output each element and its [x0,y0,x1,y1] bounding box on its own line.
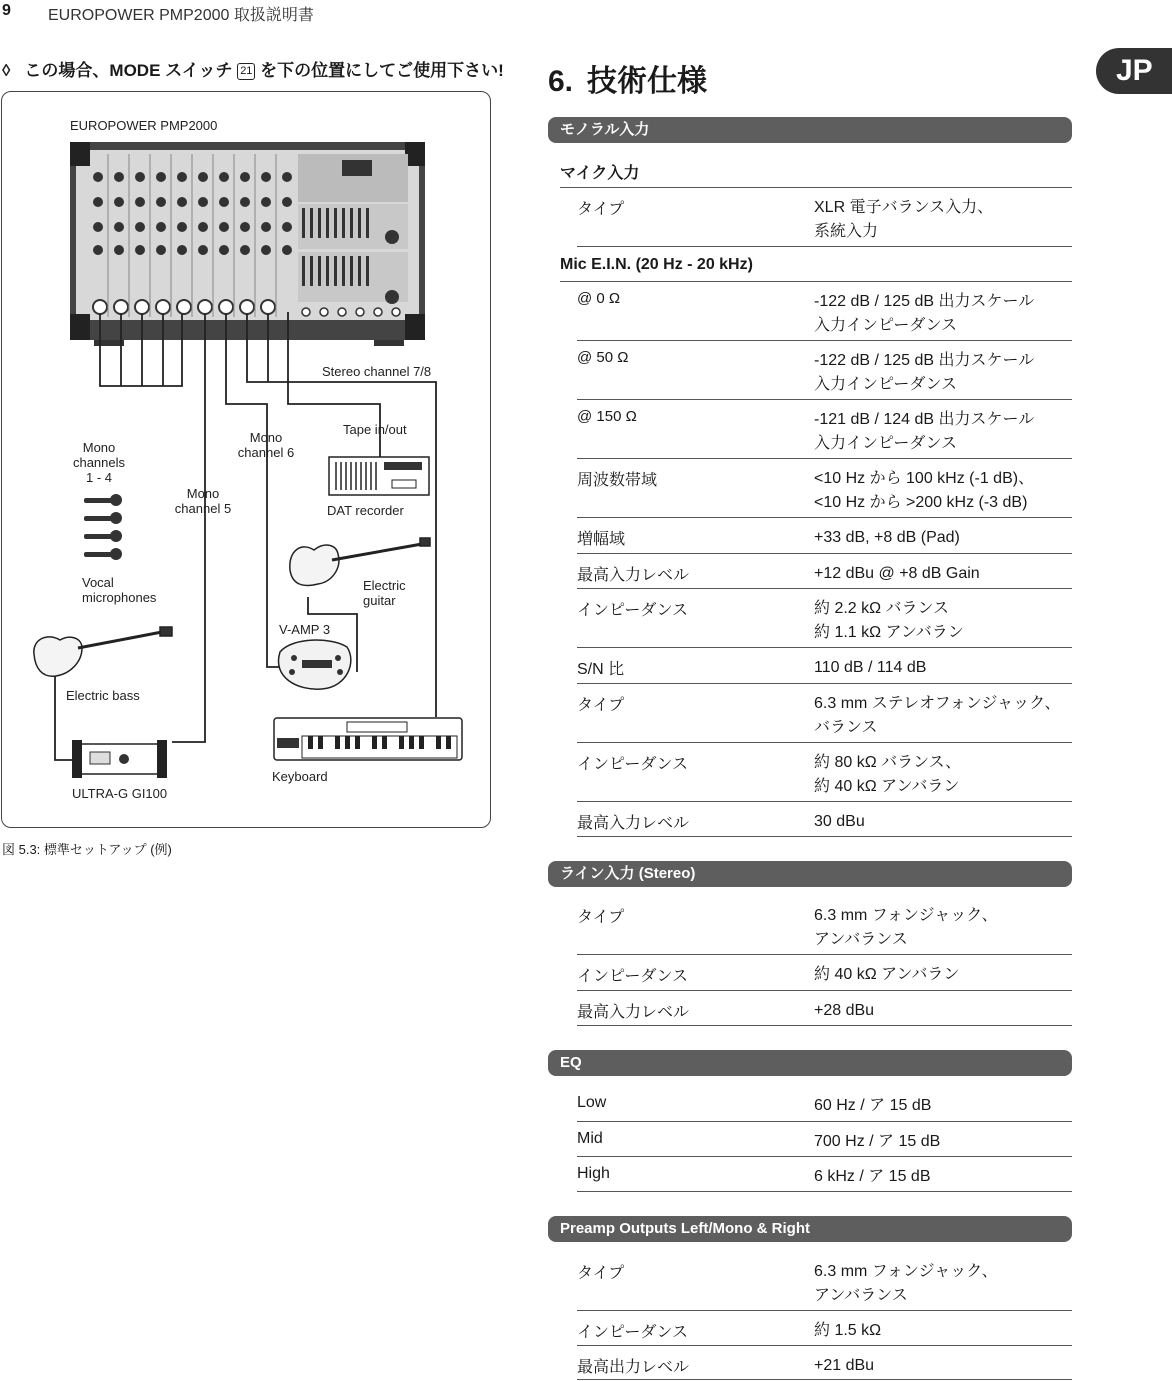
spec-value [814,1260,998,1308]
spec-row [577,341,1072,400]
spec-row [577,684,1072,743]
page-number: 9 [2,2,11,19]
spec-row [577,896,1072,955]
spec-key: 最高入力レベル [577,567,690,584]
spec-value [814,290,1034,338]
mono-input-bar: モノラル入力 [548,117,1072,143]
note-text-after: を下の位置にしてご使用下さい! [260,61,504,80]
value-line: -122 dB / 125 dB 出力スケール [814,352,1035,369]
spec-key: Low [577,1094,607,1111]
ultra-g-label: ULTRA-G GI100 [72,786,168,801]
section-number: 6. [548,65,574,98]
value-line: バランス [814,719,878,736]
value-line: 6.3 mm フォンジャック、 [814,907,998,924]
preamp-outputs-bar: Preamp Outputs Left/Mono & Right [548,1216,1072,1242]
spec-row [577,991,1072,1026]
electric-bass-label: Electric bass [66,688,140,703]
label-line: guitar [363,593,396,608]
keyboard-illustration [274,718,462,760]
spec-row [577,400,1072,459]
spec-key: インピーダンス [577,602,689,619]
spec-value: +28 dBu [814,1002,875,1019]
dat-recorder-label: DAT recorder [327,503,404,518]
keyboard-label: Keyboard [272,769,328,784]
label-line: Mono [82,440,116,455]
value-line: 入力インピーダンス [814,317,958,334]
vocal-microphones-label [82,575,156,605]
value-line: 約 40 kΩ アンバラン [814,778,960,795]
spec-row [577,1252,1072,1311]
spec-key: High [577,1165,610,1182]
spec-key: @ 150 Ω [577,408,637,425]
spec-key: 増幅域 [577,531,626,548]
value-line: -121 dB / 124 dB 出力スケール [814,411,1035,428]
spec-key: @ 50 Ω [577,349,629,366]
value-line: アンバランス [814,931,908,948]
diamond-icon: ◊ [2,61,11,80]
spec-value: +21 dBu [814,1357,875,1374]
value-line: 6.3 mm フォンジャック、 [814,1263,998,1280]
label-line: Electric [363,578,406,593]
spec-value: 約 40 kΩ アンバラン [814,966,960,983]
section-title: 技術仕様 [587,65,708,98]
spec-row [577,1122,1072,1157]
label-line: Mono [186,486,220,501]
spec-value [814,349,1034,397]
figure-caption: 図 5.3: 標準セットアップ (例) [2,842,172,857]
mono-channel-5-label [167,486,239,516]
spec-key: インピーダンス [577,1324,689,1341]
spec-row [577,648,1072,684]
electric-bass-illustration [34,627,172,676]
spec-value: 6 kHz / ア 15 dB [814,1168,931,1185]
spec-row [577,1086,1072,1122]
spec-value: 110 dB / 114 dB [814,659,927,676]
dat-recorder-illustration [329,457,429,495]
spec-key: Mid [577,1130,603,1147]
spec-key: 周波数帯域 [577,472,658,489]
electric-guitar-label [363,578,406,608]
spec-row [577,518,1072,554]
spec-key: 最高入力レベル [577,1004,690,1021]
label-line: microphones [82,590,157,605]
spec-row [577,554,1072,589]
document-title: EUROPOWER PMP2000 取扱説明書 [48,7,314,24]
spec-value: +12 dBu @ +8 dB Gain [814,565,980,582]
value-line: アンバランス [814,1287,908,1304]
language-tab: JP [1096,48,1172,94]
spec-key: インピーダンス [577,756,689,773]
value-line: 入力インピーダンス [814,376,958,393]
value-line: 約 80 kΩ バランス、 [814,754,962,771]
spec-value: 60 Hz / ア 15 dB [814,1097,932,1114]
spec-key: タイプ [577,909,625,926]
vamp3-illustration [278,640,350,689]
spec-row [577,743,1072,802]
spec-row [577,459,1072,518]
spec-value [814,408,1034,456]
ein-subhead: Mic E.I.N. (20 Hz - 20 kHz) [560,256,1072,282]
spec-value [814,467,1034,515]
mixer-label: EUROPOWER PMP2000 [70,118,218,133]
eq-bar: EQ [548,1050,1072,1076]
spec-value: +33 dB, +8 dB (Pad) [814,529,960,546]
spec-row [577,955,1072,991]
mode-switch-note [2,56,504,81]
spec-key: 最高入力レベル [577,815,690,832]
value-line: <10 Hz から >200 kHz (-3 dB) [814,494,1028,511]
line-input-bar: ライン入力 (Stereo) [548,861,1072,887]
spec-value [814,597,964,645]
value-line: 約 2.2 kΩ バランス [814,600,950,617]
spec-row [577,589,1072,648]
setup-diagram [1,91,491,828]
value-line: XLR 電子バランス入力、 [814,199,994,216]
spec-row [577,802,1072,837]
spec-row [577,1346,1072,1380]
label-line: channel 6 [237,445,295,460]
label-line: Vocal [82,575,114,590]
label-line: Mono [249,430,283,445]
spec-value [814,751,961,799]
value-line: -122 dB / 125 dB 出力スケール [814,293,1035,310]
value-line: 入力インピーダンス [814,435,958,452]
spec-key: タイプ [577,1265,625,1282]
microphones-illustration [84,494,122,560]
value-line: 6.3 mm ステレオフォンジャック、 [814,695,1061,712]
spec-key: @ 0 Ω [577,290,621,307]
value-line: 系統入力 [814,223,879,240]
vamp3-label: V-AMP 3 [279,622,331,637]
spec-row [577,282,1072,341]
label-line: 1 - 4 [85,470,112,485]
spec-value [814,196,993,244]
mono-channels-1-4-label [64,440,134,485]
note-text-before: この場合、MODE スイッチ [24,61,233,80]
specs-title [548,56,721,100]
spec-value [814,904,998,952]
spec-row [577,1311,1072,1346]
spec-value: 30 dBu [814,813,865,830]
spec-value: 約 1.5 kΩ [814,1322,882,1339]
tape-inout-label: Tape in/out [343,422,407,437]
mono-channel-6-label [230,430,302,460]
ultra-g-illustration [72,740,167,778]
mic-input-subhead: マイク入力 [560,160,1072,188]
spec-key: インピーダンス [577,968,689,985]
spec-value: 700 Hz / ア 15 dB [814,1133,941,1150]
mode-switch-badge: 21 [237,63,255,80]
spec-key: 最高出力レベル [577,1359,690,1376]
label-line: channel 5 [174,501,232,516]
spec-key: タイプ [577,697,625,714]
spec-value [814,692,1061,740]
electric-guitar-illustration [290,538,430,585]
value-line: <10 Hz から 100 kHz (-1 dB)、 [814,470,1035,487]
spec-key: S/N 比 [577,661,625,678]
label-line: channels [72,455,126,470]
spec-key: タイプ [577,201,625,218]
spec-row [577,188,1072,247]
spec-row [577,1157,1072,1192]
value-line: 約 1.1 kΩ アンバラン [814,624,964,641]
stereo-channel-label: Stereo channel 7/8 [322,364,432,379]
